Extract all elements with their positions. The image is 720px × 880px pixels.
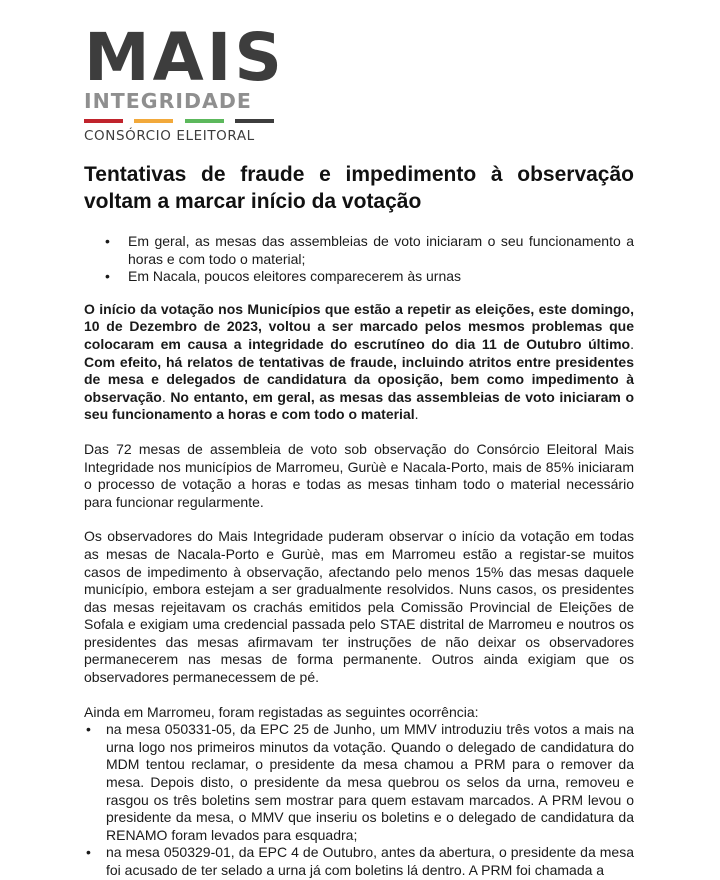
logo-bar-dark [235,119,274,123]
occurrence-item: • na mesa 050331-05, da EPC 25 de Junho, um MMV introduziu três votos a mais na urna logo nos primeiros minutos da votação. Quando o delegado de candidatura do MDM tentou reclamar, o presidente da mesa chamou a PRM para o remover da mesa. Depois disto, o presidente da mesa quebrou os selos da urna, removeu e rasgou os três boletins sem mostrar para quem estavam marcados. A PRM levou o presidente da mesa, o MMV que inseriu os boletins e o delegado de candidatura da RENAMO foram levados para esquadra; [84,721,634,844]
paragraph-stats: Das 72 mesas de assembleia de voto sob observação do Consórcio Eleitoral Mais Integridade nos municípios de Marromeu, Gurùè e Nacala-Porto, mais de 85% iniciaram o processo de votação a horas e todas as mesas tinham todo o material necessário para funcionar regularmente. [84,440,634,510]
lead-sentence-3: No entanto, em geral, as mesas das assembleias de voto iniciaram o seu funcionamento a horas e com todo o material [84,388,634,423]
highlights-list [84,233,634,286]
logo-subtitle: INTEGRIDADE [84,89,252,113]
lead-separator: . [161,388,171,405]
occurrence-item: • na mesa 050329-01, da EPC 4 de Outubro, antes da abertura, o presidente da mesa foi acusado de ter selado a urna já com boletins lá dentro. A PRM foi chamada a [84,844,634,879]
paragraph-observation: Os observadores do Mais Integridade puderam observar o início da votação em todas as mesas de Nacala-Porto e Gurùè, mas em Marromeu estão a registar-se muitos casos de impedimento à observação, afectando pelo menos 15% das mesas daquele município, embora estejam a ser gradualmente resolvidos. Nuns casos, os presidentes das mesas rejeitavam os crachás emitidos pela Comissão Provincial de Eleições de Sofala e exigiam uma credencial passada pelo STAE distrital de Marromeu e noutros os presidentes das mesas afirmavam ter instruções de não deixar os observadores permanecerem nas mesas de forma permanente. Outros ainda exigiam que os observadores permanecessem de pé. [84,528,634,686]
paragraph-occurrences-intro: Ainda em Marromeu, foram registadas as seguintes ocorrência: [84,703,479,720]
logo-title: MAIS [84,19,285,96]
article [84,161,634,880]
lead-separator: . [630,335,634,352]
logo-bar-red [84,119,123,123]
lead-end: . [414,406,419,423]
mais-integridade-logo [84,19,285,145]
logo-color-bars [84,119,274,123]
lead-sentence-1: O início da votação nos Municípios que estão a repetir as eleições, este domingo, 10 de Dezembro de 2023, voltou a ser marcado pelos mesmos problemas que colocaram em causa a integridade do escrutíneo do dia 11 de Outubro último [84,300,634,352]
headline: Tentativas de fraude e impedimento à observação voltam a marcar início da votação [84,163,634,213]
logo-bar-orange [134,119,173,123]
occurrences-list [84,721,634,879]
logo-tagline: CONSÓRCIO ELEITORAL [84,128,255,144]
logo-bar-green [185,119,224,123]
lead-sentence-2: Com efeito, há relatos de tentativas de fraude, incluindo atritos entre presidentes de mesa e delegados de candidatura da oposição, bem como impedimento à observação [84,353,634,405]
lead-paragraph [84,301,634,424]
highlight-item: • Em Nacala, poucos eleitores comparecerem às urnas [84,268,634,286]
highlight-item: • Em geral, as mesas das assembleias de voto iniciaram o seu funcionamento a horas e com todo o material; [84,233,634,268]
